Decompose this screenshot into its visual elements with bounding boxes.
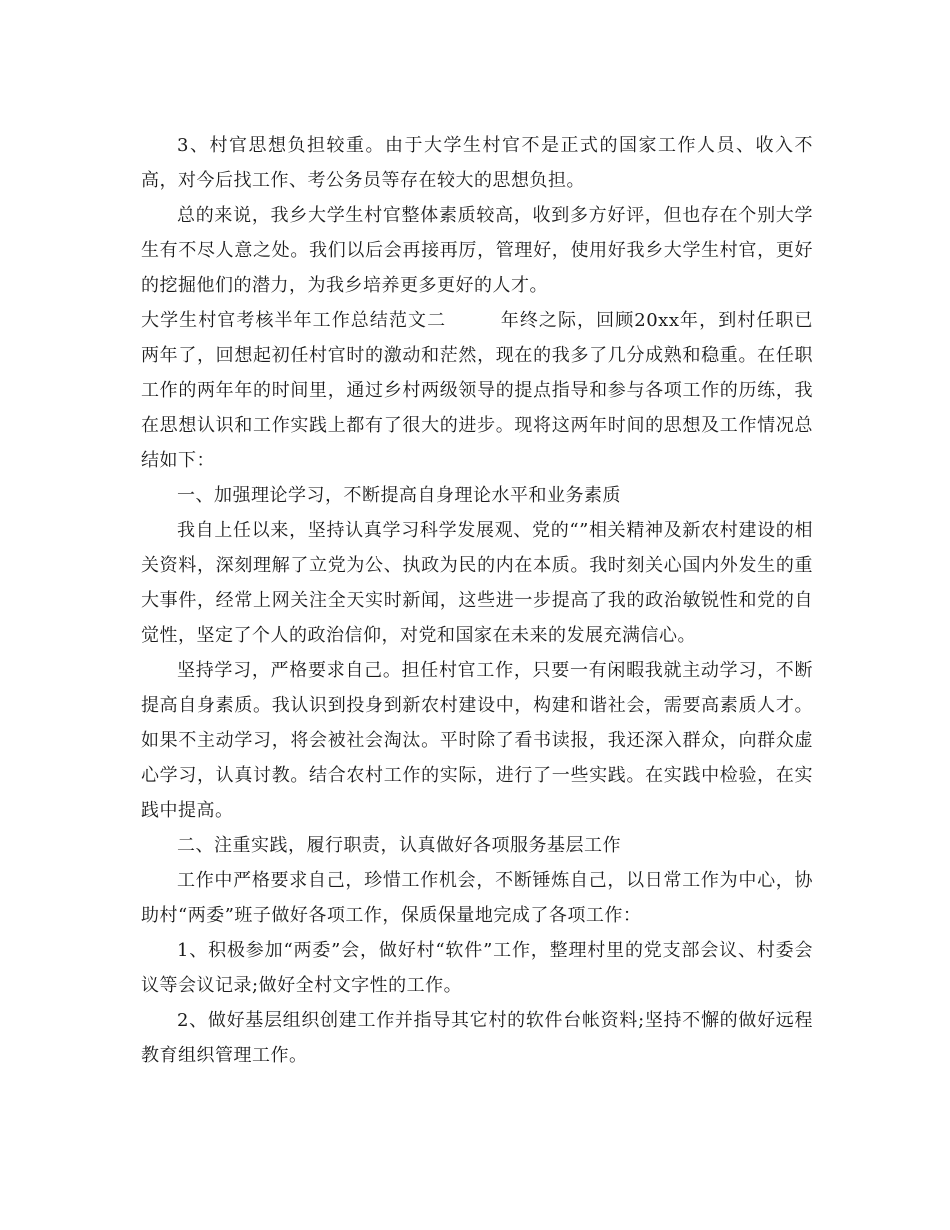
list-item-2: 2、做好基层组织创建工作并指导其它村的软件台帐资料;坚持不懈的做好远程教育组织管理工作。 (141, 1010, 813, 1066)
section-two-intro (141, 303, 813, 478)
paragraph-summary: 总的来说，我乡大学生村官整体素质较高，收到多方好评，但也存在个别大学生有不尽人意之处。我们以后会再接再厉，管理好，使用好我乡大学生村官，更好的挖掘他们的潜力，为我乡培养更多更好的人才。 (141, 205, 813, 296)
document-body (141, 128, 813, 1073)
paragraph-burden: 3、村官思想负担较重。由于大学生村官不是正式的国家工作人员、收入不高，对今后找工作、考公务员等存在较大的思想负担。 (141, 135, 813, 191)
section-intro-text: 年终之际，回顾20xx年，到村任职已两年了，回想起初任村官时的激动和茫然，现在的我多了几分成熟和稳重。在任职工作的两年年的时间里，通过乡村两级领导的提点指导和参与各项工作的历练，我在思想认识和工作实践上都有了很大的进步。现将这两年时间的思想及工作情况总结如下： (141, 310, 813, 471)
heading-theory-study: 一、加强理论学习，不断提高自身理论水平和业务素质 (177, 485, 621, 506)
paragraph-work-attitude: 工作中严格要求自己，珍惜工作机会，不断锤炼自己，以日常工作为中心，协助村“两委”班子做好各项工作，保质保量地完成了各项工作： (141, 870, 813, 926)
paragraph-study-policy: 我自上任以来，坚持认真学习科学发展观、党的“”相关精神及新农村建设的相关资料，深刻理解了立党为公、执政为民的内在本质。我时刻关心国内外发生的重大事件，经常上网关注全天实时新闻，这些进一步提高了我的政治敏锐性和党的自觉性，坚定了个人的政治信仰，对党和国家在未来的发展充满信心。 (141, 520, 813, 646)
section-title: 大学生村官考核半年工作总结范文二 (141, 310, 447, 331)
paragraph-self-discipline: 坚持学习，严格要求自己。担任村官工作，只要一有闲暇我就主动学习，不断提高自身素质。我认识到投身到新农村建设中，构建和谐社会，需要高素质人才。如果不主动学习，将会被社会淘汰。平时除了看书读报，我还深入群众，向群众虚心学习，认真讨教。结合农村工作的实际，进行了一些实践。在实践中检验，在实践中提高。 (141, 660, 813, 821)
heading-practice: 二、注重实践，履行职责，认真做好各项服务基层工作 (177, 835, 621, 856)
list-item-1: 1、积极参加“两委”会，做好村“软件”工作，整理村里的党支部会议、村委会议等会议记录;做好全村文字性的工作。 (141, 940, 813, 996)
